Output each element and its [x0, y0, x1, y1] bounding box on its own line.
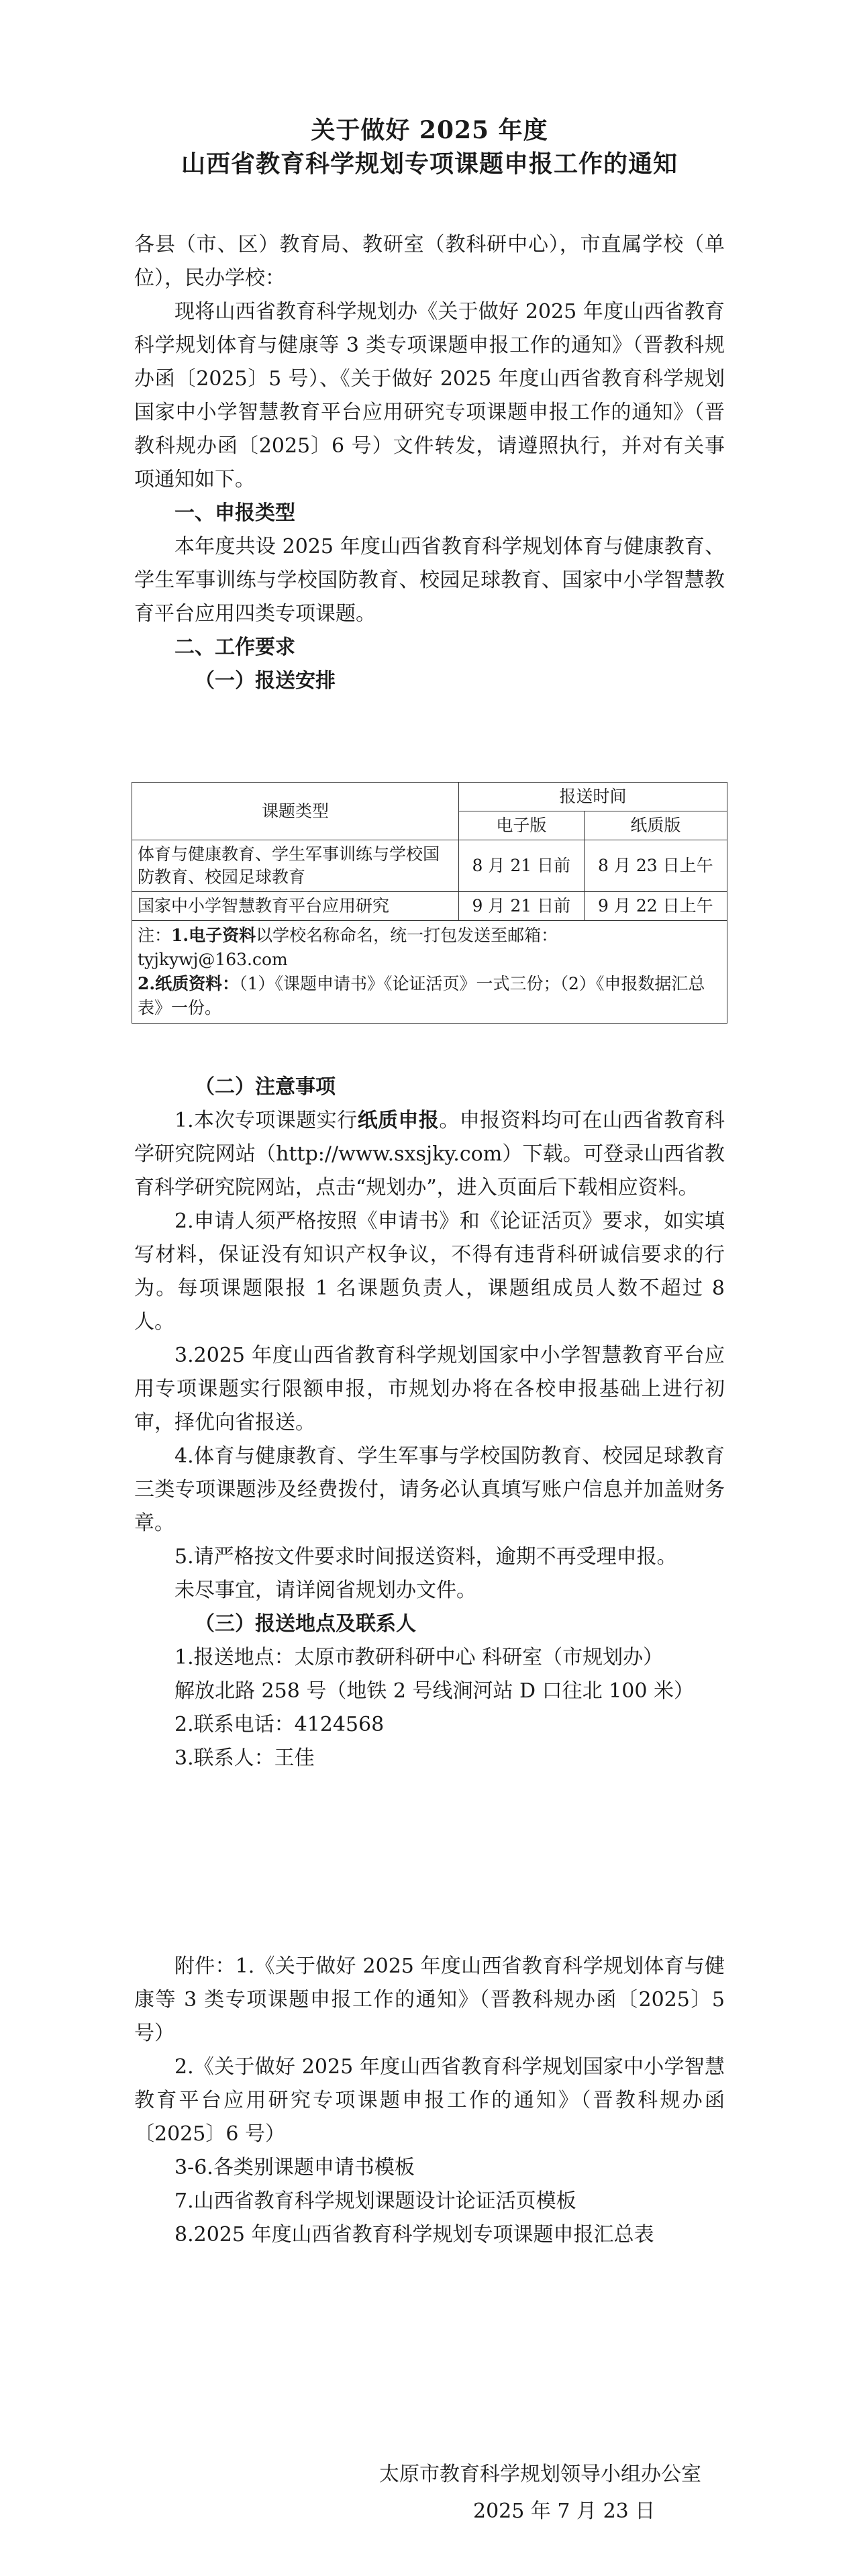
row2-type: 国家中小学智慧教育平台应用研究: [132, 892, 459, 921]
contact-phone: 2.联系电话：4124568: [174, 1713, 385, 1736]
note-item-2: 2.申请人须严格按照《申请书》和《论证活页》要求，如实填写材料，保证没有知识产权争议，不得有违背科研诚信要求的行为。每项课题限报 1 名课题负责人，课题组成员人数不超过 8 人。: [134, 1209, 725, 1334]
header-time: 报送时间: [459, 783, 727, 811]
schedule-table: [132, 782, 727, 1024]
note-item-3: 3.2025 年度山西省教育科学规划国家中小学智慧教育平台应用专项课题实行限额申报，市规划办将在各校申报基础上进行初审，择优向省报送。: [134, 1344, 725, 1434]
contact-address: 1.报送地点：太原市教研科研中心 科研室（市规划办）: [174, 1646, 664, 1669]
document-body-top: [134, 228, 725, 698]
table-row: [132, 892, 727, 921]
attachment-5: 8.2025 年度山西省教育科学规划专项课题申报汇总表: [174, 2223, 654, 2246]
section1-text: 本年度共设 2025 年度山西省教育科学规划体育与健康教育、学生军事训练与学校国防教育、校园足球教育、国家中小学智慧教育平台应用四类专项课题。: [134, 535, 725, 626]
table-row: [132, 840, 727, 892]
row1-electronic: 8 月 21 日前: [459, 840, 585, 892]
signature-org: 太原市教育科学规划领导小组办公室: [379, 2463, 701, 2486]
attachment-1: 附件：1.《关于做好 2025 年度山西省教育科学规划体育与健康等 3 类专项课题申报工作的通知》（晋教科规办函〔2025〕5 号）: [134, 1954, 725, 2045]
note2-bold: 2.纸质资料：: [138, 974, 240, 993]
note2-text: （1）《课题申请书》《论证活页》一式三份；（2）《申报数据汇总表》一份。: [138, 974, 705, 1018]
sub-heading-notes: （二）注意事项: [195, 1075, 336, 1099]
note-item-1: 1.本次专项课题实行纸质申报。申报资料均可在山西省教育科学研究院网站（http://www.sxsjky.com）下载。可登录山西省教育科学研究院网站，点击“规划办”，进入页面后下载相应资料。: [134, 1109, 725, 1199]
note1-email: tyjkywj@163.com: [138, 950, 288, 969]
note1-bold: 1.电子资料: [171, 926, 256, 945]
title-line-1: 关于做好 2025 年度: [311, 116, 548, 144]
attachment-4: 7.山西省教育科学规划课题设计论证活页模板: [174, 2189, 576, 2213]
paper-application-emphasis: 纸质申报: [357, 1109, 440, 1132]
note-item-5: 5.请严格按文件要求时间报送资料，逾期不再受理申报。: [174, 1545, 677, 1569]
note1-text: 以学校名称命名，统一打包发送至邮箱：: [256, 926, 558, 945]
document-body-notes: [134, 1071, 725, 1775]
note-label: 注：: [138, 926, 172, 945]
attachments: [134, 1950, 725, 2252]
title-line-2: 山西省教育科学规划专项课题申报工作的通知: [181, 150, 678, 178]
row2-electronic: 9 月 21 日前: [459, 892, 585, 921]
sub-heading-contact: （三）报送地点及联系人: [195, 1612, 416, 1636]
header-electronic: 电子版: [459, 811, 585, 840]
header-paper: 纸质版: [584, 811, 727, 840]
table-notes: [132, 921, 727, 1024]
closing-line: 未尽事宜，请详阅省规划办文件。: [174, 1579, 476, 1602]
section1-heading: 一、申报类型: [174, 501, 295, 525]
note-item-4: 4.体育与健康教育、学生军事与学校国防教育、校园足球教育三类专项课题涉及经费拨付，请务必认真填写账户信息并加盖财务章。: [134, 1444, 725, 1535]
row1-paper: 8 月 23 日上午: [584, 840, 727, 892]
contact-person: 3.联系人：王佳: [174, 1746, 315, 1770]
salutation: 各县（市、区）教育局、教研室（教科研中心），市直属学校（单位），民办学校：: [134, 233, 725, 290]
sub-heading-schedule: （一）报送安排: [195, 669, 336, 693]
header-type: 课题类型: [132, 783, 459, 840]
signature-date: 2025 年 7 月 23 日: [473, 2499, 656, 2523]
intro-paragraph: 现将山西省教育科学规划办《关于做好 2025 年度山西省教育科学规划体育与健康等 3 类专项课题申报工作的通知》（晋教科规办函〔2025〕5 号）、《关于做好 2025 年度山西省教育科学规划国家中小学智慧教育平台应用研究专项课题申报工作的通知》（晋教科规办函〔2025〕6 号）文件转发，请遵照执行，并对有关事项通知如下。: [134, 300, 725, 491]
contact-address-detail: 解放北路 258 号（地铁 2 号线涧河站 D 口往北 100 米）: [174, 1679, 694, 1703]
row2-paper: 9 月 22 日上午: [584, 892, 727, 921]
row1-type: 体育与健康教育、学生军事训练与学校国防教育、校园足球教育: [132, 840, 459, 892]
section2-heading: 二、工作要求: [174, 636, 295, 659]
attachment-3: 3-6.各类别课题申请书模板: [174, 2156, 415, 2179]
attachment-2: 2.《关于做好 2025 年度山西省教育科学规划国家中小学智慧教育平台应用研究专项课题申报工作的通知》（晋教科规办函〔2025〕6 号）: [134, 2055, 725, 2146]
